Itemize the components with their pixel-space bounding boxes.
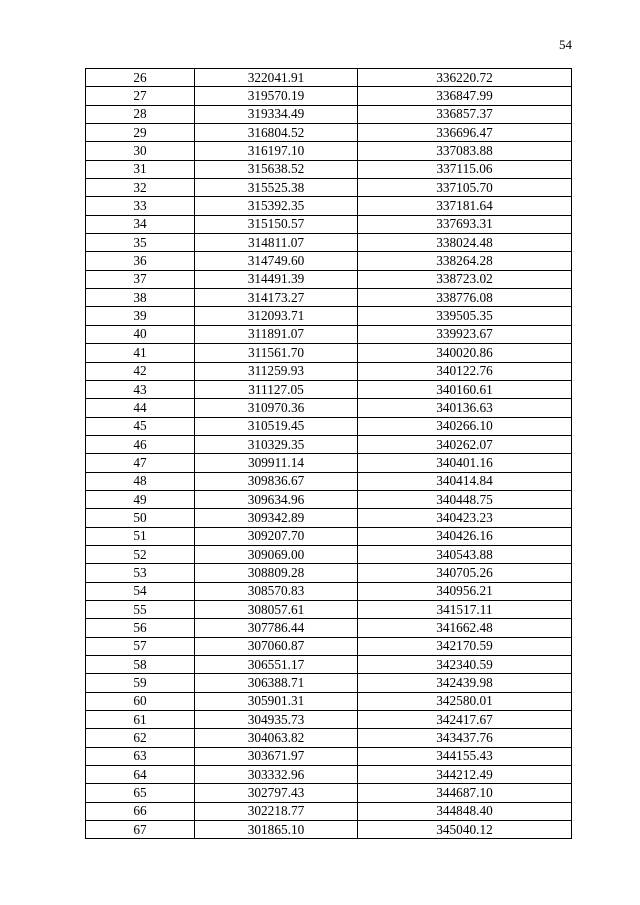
y-coordinate-cell: 338264.28 bbox=[358, 252, 572, 270]
table-row bbox=[86, 729, 572, 747]
table-row bbox=[86, 637, 572, 655]
point-number-cell: 53 bbox=[86, 564, 195, 582]
table-row bbox=[86, 454, 572, 472]
coordinates-table bbox=[85, 68, 572, 839]
point-number-cell: 44 bbox=[86, 399, 195, 417]
y-coordinate-cell: 342439.98 bbox=[358, 674, 572, 692]
table-row bbox=[86, 619, 572, 637]
x-coordinate-cell: 302797.43 bbox=[195, 784, 358, 802]
table-row bbox=[86, 362, 572, 380]
point-number-cell: 42 bbox=[86, 362, 195, 380]
y-coordinate-cell: 338024.48 bbox=[358, 234, 572, 252]
y-coordinate-cell: 338723.02 bbox=[358, 270, 572, 288]
point-number-cell: 30 bbox=[86, 142, 195, 160]
point-number-cell: 67 bbox=[86, 821, 195, 839]
table-row bbox=[86, 582, 572, 600]
x-coordinate-cell: 322041.91 bbox=[195, 69, 358, 87]
y-coordinate-cell: 344155.43 bbox=[358, 747, 572, 765]
y-coordinate-cell: 340705.26 bbox=[358, 564, 572, 582]
point-number-cell: 63 bbox=[86, 747, 195, 765]
table-row bbox=[86, 179, 572, 197]
y-coordinate-cell: 337115.06 bbox=[358, 160, 572, 178]
x-coordinate-cell: 311259.93 bbox=[195, 362, 358, 380]
x-coordinate-cell: 306551.17 bbox=[195, 656, 358, 674]
y-coordinate-cell: 342417.67 bbox=[358, 711, 572, 729]
page-number: 54 bbox=[559, 37, 572, 52]
x-coordinate-cell: 310519.45 bbox=[195, 417, 358, 435]
y-coordinate-cell: 340020.86 bbox=[358, 344, 572, 362]
table-row bbox=[86, 545, 572, 563]
point-number-cell: 27 bbox=[86, 87, 195, 105]
y-coordinate-cell: 339923.67 bbox=[358, 325, 572, 343]
x-coordinate-cell: 314491.39 bbox=[195, 270, 358, 288]
y-coordinate-cell: 342580.01 bbox=[358, 692, 572, 710]
y-coordinate-cell: 340956.21 bbox=[358, 582, 572, 600]
table-row bbox=[86, 564, 572, 582]
point-number-cell: 36 bbox=[86, 252, 195, 270]
point-number-cell: 66 bbox=[86, 802, 195, 820]
x-coordinate-cell: 304063.82 bbox=[195, 729, 358, 747]
point-number-cell: 43 bbox=[86, 380, 195, 398]
y-coordinate-cell: 344212.49 bbox=[358, 766, 572, 784]
x-coordinate-cell: 315638.52 bbox=[195, 160, 358, 178]
y-coordinate-cell: 336696.47 bbox=[358, 124, 572, 142]
x-coordinate-cell: 309342.89 bbox=[195, 509, 358, 527]
y-coordinate-cell: 338776.08 bbox=[358, 289, 572, 307]
x-coordinate-cell: 306388.71 bbox=[195, 674, 358, 692]
table-row bbox=[86, 197, 572, 215]
table-row bbox=[86, 509, 572, 527]
coordinates-table-body bbox=[86, 69, 572, 839]
x-coordinate-cell: 315392.35 bbox=[195, 197, 358, 215]
x-coordinate-cell: 310970.36 bbox=[195, 399, 358, 417]
table-row bbox=[86, 711, 572, 729]
x-coordinate-cell: 307060.87 bbox=[195, 637, 358, 655]
point-number-cell: 61 bbox=[86, 711, 195, 729]
y-coordinate-cell: 340401.16 bbox=[358, 454, 572, 472]
point-number-cell: 54 bbox=[86, 582, 195, 600]
y-coordinate-cell: 342170.59 bbox=[358, 637, 572, 655]
point-number-cell: 31 bbox=[86, 160, 195, 178]
x-coordinate-cell: 309207.70 bbox=[195, 527, 358, 545]
point-number-cell: 51 bbox=[86, 527, 195, 545]
y-coordinate-cell: 343437.76 bbox=[358, 729, 572, 747]
y-coordinate-cell: 340266.10 bbox=[358, 417, 572, 435]
table-row bbox=[86, 674, 572, 692]
x-coordinate-cell: 305901.31 bbox=[195, 692, 358, 710]
x-coordinate-cell: 314749.60 bbox=[195, 252, 358, 270]
table-row bbox=[86, 105, 572, 123]
table-row bbox=[86, 87, 572, 105]
point-number-cell: 28 bbox=[86, 105, 195, 123]
table-row bbox=[86, 124, 572, 142]
table-row bbox=[86, 802, 572, 820]
y-coordinate-cell: 337105.70 bbox=[358, 179, 572, 197]
point-number-cell: 41 bbox=[86, 344, 195, 362]
point-number-cell: 38 bbox=[86, 289, 195, 307]
table-row bbox=[86, 435, 572, 453]
point-number-cell: 37 bbox=[86, 270, 195, 288]
table-row bbox=[86, 289, 572, 307]
x-coordinate-cell: 310329.35 bbox=[195, 435, 358, 453]
x-coordinate-cell: 309836.67 bbox=[195, 472, 358, 490]
point-number-cell: 35 bbox=[86, 234, 195, 252]
table-row bbox=[86, 692, 572, 710]
point-number-cell: 40 bbox=[86, 325, 195, 343]
point-number-cell: 49 bbox=[86, 490, 195, 508]
x-coordinate-cell: 308809.28 bbox=[195, 564, 358, 582]
table-row bbox=[86, 417, 572, 435]
point-number-cell: 59 bbox=[86, 674, 195, 692]
x-coordinate-cell: 309634.96 bbox=[195, 490, 358, 508]
x-coordinate-cell: 311561.70 bbox=[195, 344, 358, 362]
point-number-cell: 29 bbox=[86, 124, 195, 142]
point-number-cell: 62 bbox=[86, 729, 195, 747]
point-number-cell: 48 bbox=[86, 472, 195, 490]
y-coordinate-cell: 340448.75 bbox=[358, 490, 572, 508]
table-row bbox=[86, 399, 572, 417]
table-row bbox=[86, 325, 572, 343]
y-coordinate-cell: 340426.16 bbox=[358, 527, 572, 545]
table-row bbox=[86, 215, 572, 233]
point-number-cell: 32 bbox=[86, 179, 195, 197]
point-number-cell: 58 bbox=[86, 656, 195, 674]
x-coordinate-cell: 309069.00 bbox=[195, 545, 358, 563]
x-coordinate-cell: 315150.57 bbox=[195, 215, 358, 233]
point-number-cell: 60 bbox=[86, 692, 195, 710]
table-row bbox=[86, 69, 572, 87]
y-coordinate-cell: 340423.23 bbox=[358, 509, 572, 527]
table-row bbox=[86, 784, 572, 802]
table-row bbox=[86, 160, 572, 178]
y-coordinate-cell: 340543.88 bbox=[358, 545, 572, 563]
y-coordinate-cell: 341662.48 bbox=[358, 619, 572, 637]
x-coordinate-cell: 303671.97 bbox=[195, 747, 358, 765]
point-number-cell: 64 bbox=[86, 766, 195, 784]
y-coordinate-cell: 339505.35 bbox=[358, 307, 572, 325]
point-number-cell: 33 bbox=[86, 197, 195, 215]
x-coordinate-cell: 319570.19 bbox=[195, 87, 358, 105]
point-number-cell: 45 bbox=[86, 417, 195, 435]
x-coordinate-cell: 308057.61 bbox=[195, 600, 358, 618]
y-coordinate-cell: 336847.99 bbox=[358, 87, 572, 105]
x-coordinate-cell: 302218.77 bbox=[195, 802, 358, 820]
y-coordinate-cell: 337181.64 bbox=[358, 197, 572, 215]
y-coordinate-cell: 340160.61 bbox=[358, 380, 572, 398]
x-coordinate-cell: 311127.05 bbox=[195, 380, 358, 398]
y-coordinate-cell: 337083.88 bbox=[358, 142, 572, 160]
x-coordinate-cell: 309911.14 bbox=[195, 454, 358, 472]
x-coordinate-cell: 303332.96 bbox=[195, 766, 358, 784]
y-coordinate-cell: 344848.40 bbox=[358, 802, 572, 820]
y-coordinate-cell: 340414.84 bbox=[358, 472, 572, 490]
y-coordinate-cell: 336857.37 bbox=[358, 105, 572, 123]
point-number-cell: 56 bbox=[86, 619, 195, 637]
x-coordinate-cell: 308570.83 bbox=[195, 582, 358, 600]
y-coordinate-cell: 345040.12 bbox=[358, 821, 572, 839]
x-coordinate-cell: 314173.27 bbox=[195, 289, 358, 307]
x-coordinate-cell: 319334.49 bbox=[195, 105, 358, 123]
y-coordinate-cell: 340262.07 bbox=[358, 435, 572, 453]
table-row bbox=[86, 380, 572, 398]
x-coordinate-cell: 304935.73 bbox=[195, 711, 358, 729]
y-coordinate-cell: 340122.76 bbox=[358, 362, 572, 380]
x-coordinate-cell: 314811.07 bbox=[195, 234, 358, 252]
point-number-cell: 34 bbox=[86, 215, 195, 233]
table-row bbox=[86, 600, 572, 618]
x-coordinate-cell: 316804.52 bbox=[195, 124, 358, 142]
x-coordinate-cell: 311891.07 bbox=[195, 325, 358, 343]
point-number-cell: 52 bbox=[86, 545, 195, 563]
x-coordinate-cell: 312093.71 bbox=[195, 307, 358, 325]
table-row bbox=[86, 656, 572, 674]
y-coordinate-cell: 342340.59 bbox=[358, 656, 572, 674]
table-row bbox=[86, 252, 572, 270]
table-row bbox=[86, 234, 572, 252]
table-row bbox=[86, 821, 572, 839]
y-coordinate-cell: 341517.11 bbox=[358, 600, 572, 618]
x-coordinate-cell: 315525.38 bbox=[195, 179, 358, 197]
table-row bbox=[86, 472, 572, 490]
table-row bbox=[86, 344, 572, 362]
table-row bbox=[86, 142, 572, 160]
y-coordinate-cell: 344687.10 bbox=[358, 784, 572, 802]
x-coordinate-cell: 301865.10 bbox=[195, 821, 358, 839]
point-number-cell: 46 bbox=[86, 435, 195, 453]
point-number-cell: 55 bbox=[86, 600, 195, 618]
point-number-cell: 65 bbox=[86, 784, 195, 802]
table-row bbox=[86, 270, 572, 288]
point-number-cell: 26 bbox=[86, 69, 195, 87]
y-coordinate-cell: 337693.31 bbox=[358, 215, 572, 233]
point-number-cell: 39 bbox=[86, 307, 195, 325]
table-row bbox=[86, 527, 572, 545]
table-row bbox=[86, 490, 572, 508]
table-row bbox=[86, 307, 572, 325]
point-number-cell: 57 bbox=[86, 637, 195, 655]
y-coordinate-cell: 340136.63 bbox=[358, 399, 572, 417]
x-coordinate-cell: 316197.10 bbox=[195, 142, 358, 160]
x-coordinate-cell: 307786.44 bbox=[195, 619, 358, 637]
y-coordinate-cell: 336220.72 bbox=[358, 69, 572, 87]
point-number-cell: 50 bbox=[86, 509, 195, 527]
table-row bbox=[86, 747, 572, 765]
point-number-cell: 47 bbox=[86, 454, 195, 472]
table-row bbox=[86, 766, 572, 784]
